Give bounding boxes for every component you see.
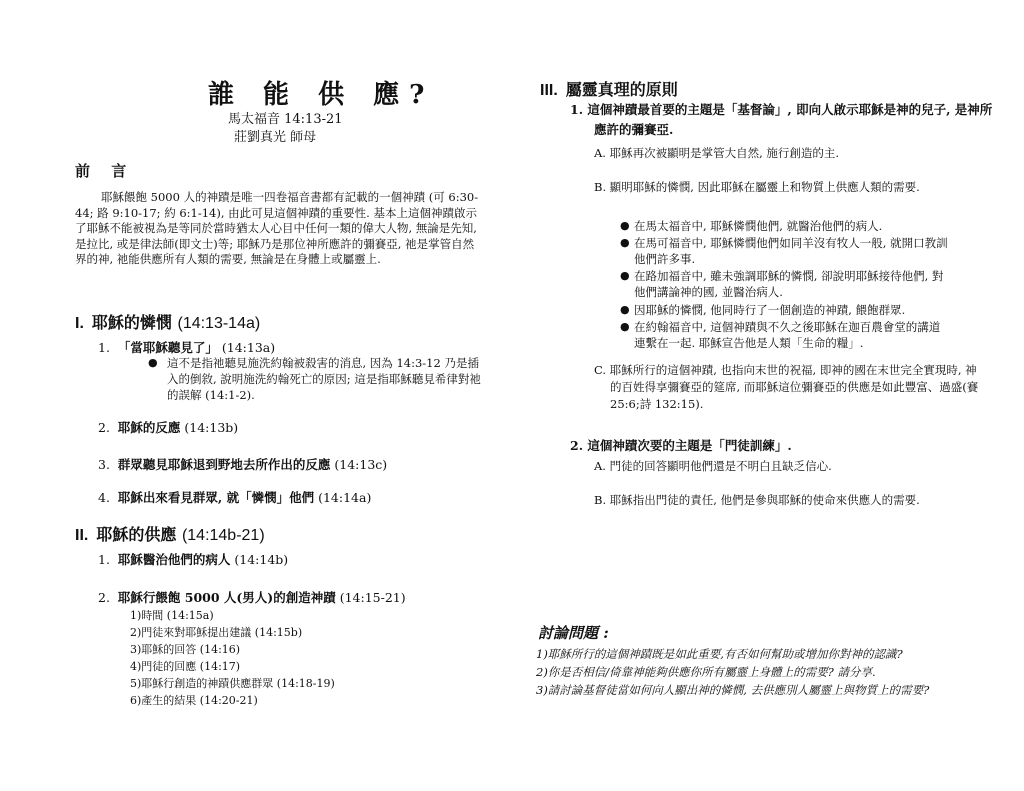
bullet-icon: ● — [620, 269, 630, 282]
principle-1c: C. 耶穌所行的這個神蹟, 也指向末世的祝福, 即神的國在末世完全實現時, 神的百姓得享彌賽亞的筵席, 而耶穌這位彌賽亞的供應是如此豐富、過盛(賽 25:6;詩 132:15). — [594, 363, 979, 411]
s2-sub-6: 6)產生的結果 (14:20-21) — [130, 694, 258, 707]
preface-heading: 前 言 — [75, 162, 135, 180]
s2-sub-2: 2)門徒來對耶穌提出建議 (14:15b) — [130, 626, 303, 639]
s1-item-3: 3. 群眾聽見耶穌退到野地去所作出的反應 (14:13c) — [98, 457, 388, 472]
principle-1b: B. 顯明耶穌的憐憫, 因此耶穌在屬靈上和物質上供應人類的需要. — [594, 180, 920, 194]
section-title: 耶穌的供應 — [96, 525, 177, 544]
section-number: III. — [540, 82, 558, 99]
bullet-icon: ● — [620, 303, 630, 316]
discussion-question-2: 2)你是否相信/倚靠神能夠供應你所有屬靈上身體上的需要? 請分享. — [536, 665, 876, 679]
bullet-icon: ● — [620, 219, 630, 232]
s1-item-1: 1. 「當耶穌聽見了」 (14:13a) — [98, 340, 276, 355]
principle-2a: A. 門徒的回答顯明他們還是不明白且缺乏信心. — [594, 459, 832, 473]
p1b-bullet-1: 在馬太福音中, 耶穌憐憫他們, 就醫治他們的病人. — [634, 219, 883, 233]
principle-2: 2. 這個神蹟次要的主題是「門徒訓練」. — [570, 438, 792, 453]
bullet-icon: ● — [620, 320, 630, 333]
section-3-heading — [540, 77, 678, 100]
bullet-icon: ● — [620, 236, 630, 249]
section-number: I. — [75, 315, 84, 332]
section-title: 耶穌的憐憫 — [91, 313, 172, 332]
discussion-heading: 討論問題 : — [538, 624, 609, 642]
discussion-question-3: 3)請討論基督徒當如何向人顯出神的憐憫, 去供應別人屬靈上與物質上的需要? — [536, 683, 930, 697]
s2-item-1: 1. 耶穌醫治他們的病人 (14:14b) — [98, 552, 289, 567]
section-2-heading — [75, 522, 265, 545]
s2-sub-3: 3)耶穌的回答 (14:16) — [130, 643, 241, 656]
p1b-bullet-3: 在路加福音中, 雖未強調耶穌的憐憫, 卻說明耶穌接待他們, 對他們講論神的國, 並醫治病人. — [634, 269, 944, 299]
principle-2b: B. 耶穌指出門徒的責任, 他們是參與耶穌的使命來供應人的需要. — [594, 493, 920, 507]
p1b-bullet-5: 在約翰福音中, 這個神蹟與不久之後耶穌在迦百農會堂的講道連繫在一起. 耶穌宣告他是人類「生命的糧」. — [634, 320, 941, 350]
s1-item-4: 4. 耶穌出來看見群眾, 就「憐憫」他們 (14:14a) — [98, 490, 372, 505]
s2-sub-1: 1)時間 (14:15a) — [130, 609, 214, 622]
discussion-question-1: 1)耶穌所行的這個神蹟既是如此重要,有否如何幫助或增加你對神的認識? — [536, 647, 903, 661]
preface-text: 耶穌餵飽 5000 人的神蹟是唯一四卷福音書都有記載的一個神蹟 (可 6:30-44; 路 9:10-17; 約 6:1-14), 由此可見這個神蹟的重要性. 基本上這個神蹟啟示了耶穌不能被視為是等同於當時猶太人心目中任何一類的偉大人物, 無論是先知, 是拉比, 或是律法師(即文士)等; 耶穌乃是那位神所應許的彌賽亞, 祂是掌管自然界的神, 祂能供應所有人類的需要, 無論是在身體上或屬靈上. — [75, 190, 479, 266]
s1-bullet-text: 這不是指祂聽見施洗約翰被殺害的消息, 因為 14:3-12 乃是插入的倒敘, 說明施洗約翰死亡的原因; 這是指耶穌聽見希律對祂的誤解 (14:1-2). — [167, 356, 481, 402]
scripture-reference: 馬太福音 14:13-21 — [228, 112, 343, 127]
principle-1: 1. 這個神蹟最首要的主題是「基督論」, 即向人啟示耶穌是神的兒子, 是神所應許的彌賽亞. — [570, 102, 993, 137]
section-ref: (14:13-14a) — [177, 315, 261, 332]
author-line: 莊劉真光 師母 — [234, 130, 317, 145]
s2-sub-4: 4)門徒的回應 (14:17) — [130, 660, 241, 673]
s1-item-2: 2. 耶穌的反應 (14:13b) — [98, 420, 239, 435]
section-title: 屬靈真理的原則 — [565, 80, 678, 99]
s2-item-2: 2. 耶穌行餵飽 5000 人(男人)的創造神蹟 (14:15-21) — [98, 590, 406, 605]
section-1-heading — [75, 310, 260, 333]
p1b-bullet-2: 在馬可福音中, 耶穌憐憫他們如同羊沒有牧人一般, 就開口教訓他們許多事. — [634, 236, 948, 266]
s2-sub-5: 5)耶穌行創造的神蹟供應群眾 (14:18-19) — [130, 677, 335, 690]
section-number: II. — [75, 527, 89, 544]
bullet-icon: ● — [148, 356, 158, 369]
p1b-bullet-4: 因耶穌的憐憫, 他同時行了一個創造的神蹟, 餵飽群眾. — [634, 303, 906, 317]
section-ref: (14:14b-21) — [181, 527, 265, 544]
principle-1a: A. 耶穌再次被顯明是掌管大自然, 施行創造的主. — [594, 146, 840, 160]
sermon-title: 誰 能 供 應? — [208, 80, 435, 110]
